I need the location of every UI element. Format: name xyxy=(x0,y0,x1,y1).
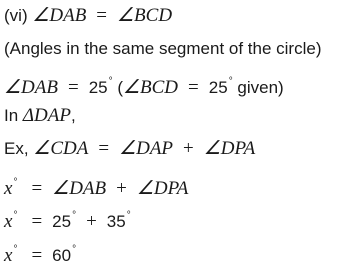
line-given xyxy=(4,72,284,98)
paren-open: ( xyxy=(112,78,123,97)
value-60: 60 xyxy=(52,246,72,265)
triangle-dap: ΔDAP xyxy=(22,105,71,126)
line-triangle xyxy=(4,106,76,126)
angle-dpa: ∠DPA xyxy=(203,138,256,159)
line-x-substitution xyxy=(4,173,188,199)
value-25: 25 xyxy=(52,212,72,231)
degree-sign: ° xyxy=(72,210,77,221)
degree-sign: ° xyxy=(13,177,18,188)
angle-dap: ∠DAP xyxy=(119,138,174,159)
in-text: In xyxy=(4,106,23,125)
degree-sign: ° xyxy=(13,210,18,221)
equals-sign: = xyxy=(31,245,43,266)
line-exterior-angle xyxy=(4,139,255,159)
value-25: 25 xyxy=(208,78,228,97)
angle-dpa: ∠DPA xyxy=(136,178,189,199)
angle-dab: ∠DAB xyxy=(32,5,87,26)
value-25: 25 xyxy=(88,78,108,97)
given-text: given) xyxy=(232,78,284,97)
variable-x: x xyxy=(4,245,13,266)
equals-sign: = xyxy=(188,77,199,98)
angle-bcd: ∠BCD xyxy=(117,5,173,26)
equals-sign: = xyxy=(31,211,43,232)
degree-sign: ° xyxy=(13,244,18,255)
equals-sign: = xyxy=(31,178,43,199)
part-label: (vi) xyxy=(4,6,33,25)
ex-text: Ex, xyxy=(4,139,34,158)
plus-sign: + xyxy=(86,211,97,232)
degree-sign: ° xyxy=(228,76,233,87)
comma: , xyxy=(71,106,76,125)
line-x-result xyxy=(4,240,76,266)
line-statement xyxy=(4,6,172,26)
angle-dab: ∠DAB xyxy=(52,178,107,199)
degree-sign: ° xyxy=(72,244,77,255)
angle-dab: ∠DAB xyxy=(4,77,58,98)
degree-sign: ° xyxy=(108,76,113,87)
equals-sign: = xyxy=(96,5,108,26)
plus-sign: + xyxy=(116,178,127,199)
equals-sign: = xyxy=(67,77,79,98)
line-x-values xyxy=(4,206,131,232)
degree-sign: ° xyxy=(126,210,131,221)
angle-bcd: ∠BCD xyxy=(123,77,179,98)
angle-cda: ∠CDA xyxy=(33,138,89,159)
variable-x: x xyxy=(4,178,13,199)
plus-sign: + xyxy=(183,138,194,159)
reason-text: (Angles in the same segment of the circle) xyxy=(4,39,322,58)
value-35: 35 xyxy=(106,212,126,231)
equals-sign: = xyxy=(98,138,110,159)
line-reason xyxy=(4,39,321,59)
variable-x: x xyxy=(4,211,13,232)
